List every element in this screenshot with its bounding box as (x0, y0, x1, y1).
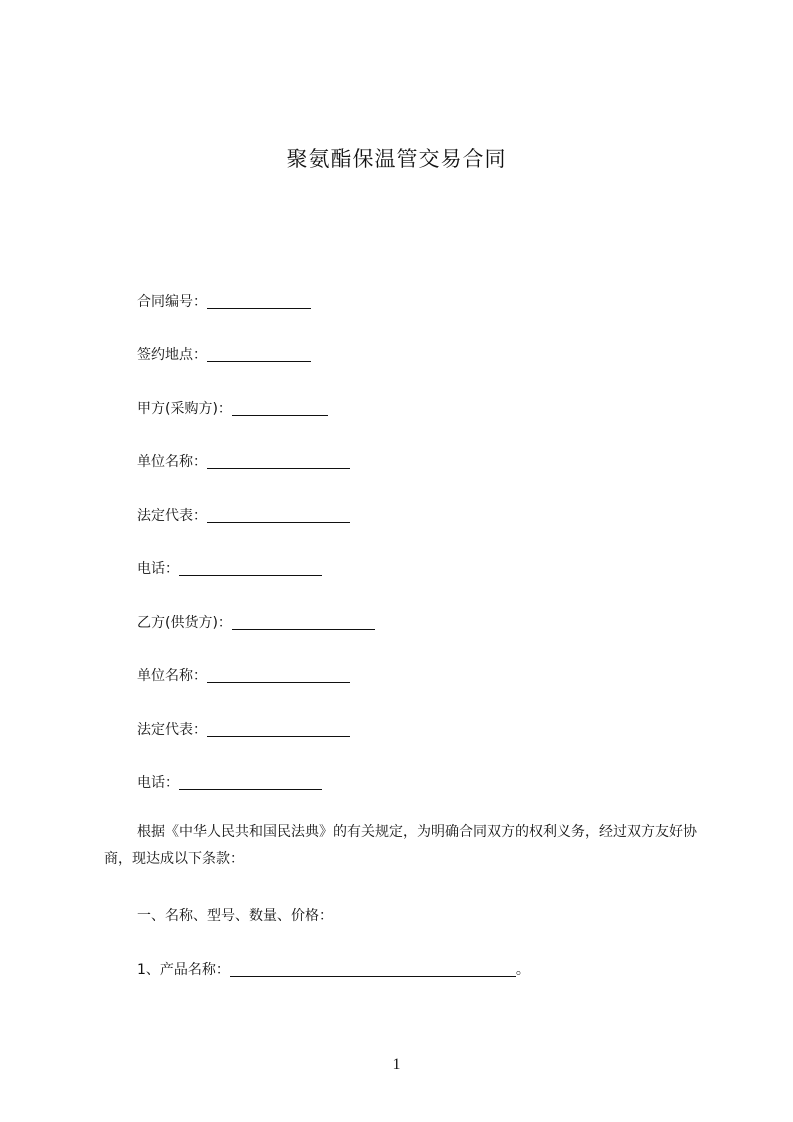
sign-place-blank[interactable] (207, 347, 311, 362)
preamble-text: 根据《中华人民共和国民法典》的有关规定，为明确合同双方的权利义务，经过双方友好协商，现达成以下条款： (104, 824, 697, 867)
preamble-paragraph (104, 819, 704, 873)
party-b-field (137, 612, 375, 632)
contract-number-blank[interactable] (207, 294, 311, 309)
product-name-end: 。 (515, 962, 530, 978)
party-b-unit-field (137, 665, 350, 685)
product-name-label: 1、产品名称： (137, 962, 230, 978)
party-b-unit-blank[interactable] (207, 668, 350, 683)
contract-number-label: 合同编号： (137, 294, 207, 310)
party-a-label: 甲方(采购方)： (137, 401, 232, 417)
section-1-heading: 一、名称、型号、数量、价格： (137, 908, 333, 924)
party-a-phone-blank[interactable] (179, 561, 322, 576)
contract-number-field (137, 291, 311, 311)
party-b-rep-label: 法定代表： (137, 722, 207, 738)
party-a-unit-label: 单位名称： (137, 454, 207, 470)
party-b-label: 乙方(供货方)： (137, 615, 232, 631)
page-number: 1 (392, 1056, 401, 1073)
party-b-unit-label: 单位名称： (137, 668, 207, 684)
party-a-rep-label: 法定代表： (137, 508, 207, 524)
product-name-field (137, 959, 530, 979)
party-b-phone-field (137, 772, 322, 792)
party-a-field (137, 398, 328, 418)
party-a-unit-blank[interactable] (207, 454, 350, 469)
party-b-rep-field (137, 719, 350, 739)
party-a-unit-field (137, 451, 350, 471)
document-title: 聚氨酯保温管交易合同 (286, 147, 507, 171)
party-a-rep-field (137, 505, 350, 525)
party-b-phone-blank[interactable] (179, 775, 322, 790)
party-b-phone-label: 电话： (137, 775, 179, 791)
party-a-phone-field (137, 558, 322, 578)
sign-place-label: 签约地点： (137, 347, 207, 363)
party-b-blank[interactable] (232, 615, 375, 630)
party-a-blank[interactable] (232, 401, 328, 416)
party-b-rep-blank[interactable] (207, 722, 350, 737)
sign-place-field (137, 344, 311, 364)
product-name-blank[interactable] (230, 962, 516, 977)
party-a-rep-blank[interactable] (207, 508, 350, 523)
party-a-phone-label: 电话： (137, 561, 179, 577)
